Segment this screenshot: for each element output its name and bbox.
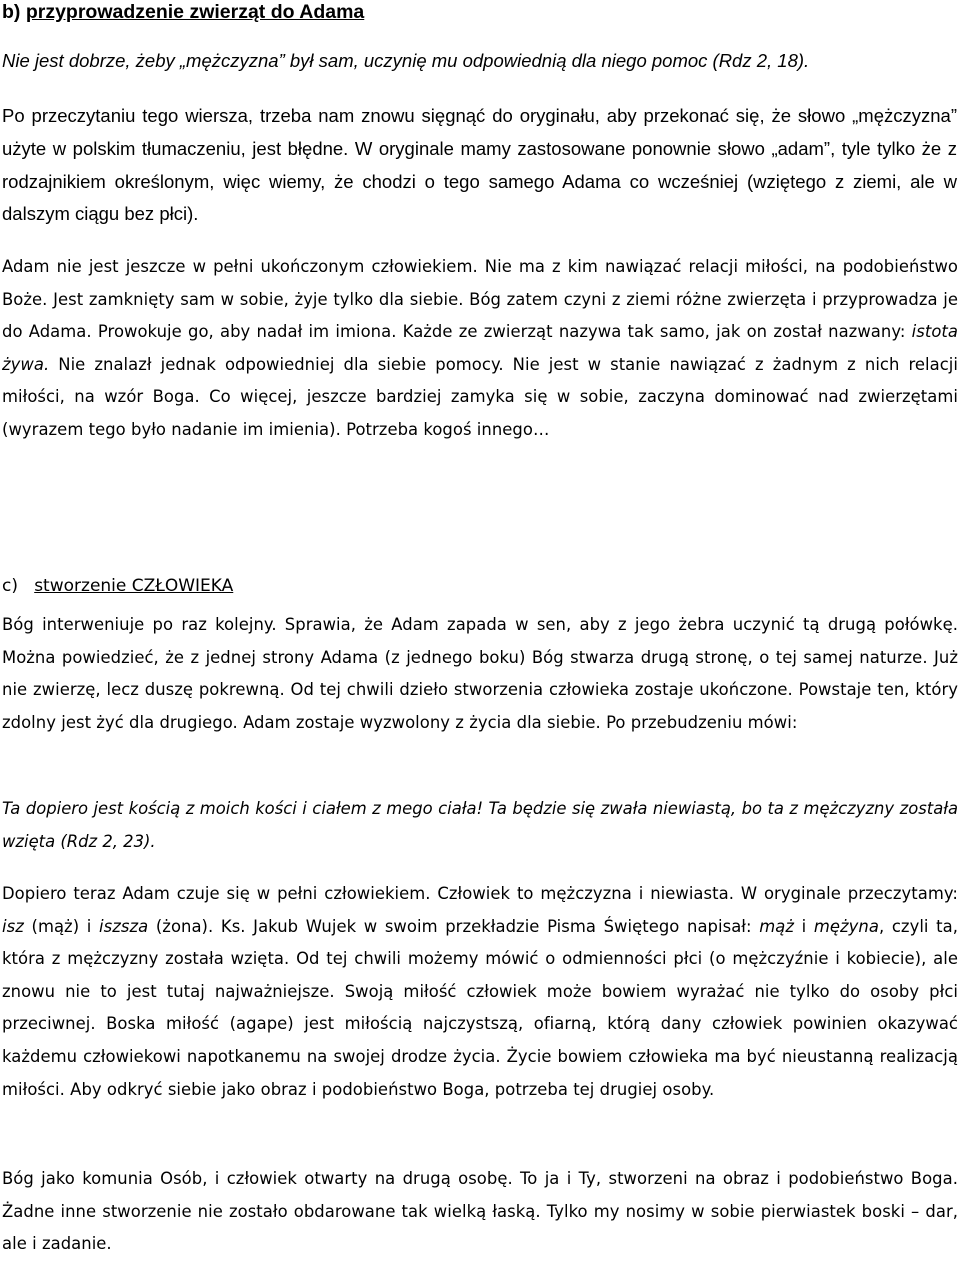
section-c-heading bbox=[2, 574, 233, 598]
section-b-heading bbox=[2, 0, 364, 24]
section-c-p2-maz: mąż bbox=[759, 916, 794, 936]
section-b-paragraph-2 bbox=[2, 251, 958, 447]
section-c-quote: Ta dopiero jest kością z moich kości i ciałem z mego ciała! Ta będzie się zwała niewiastą, bo ta z mężczyzny została wzięta (Rdz 2, 23). bbox=[2, 799, 958, 851]
section-b-title: przyprowadzenie zwierząt do Adama bbox=[25, 1, 365, 23]
section-c-label: c) bbox=[2, 576, 18, 597]
section-b-p2-text-b: Nie znalazł jednak odpowiedniej dla siebie pomocy. Nie jest w stanie nawiązać z żadnym z nich relacji miłości, na wzór Boga. Co więcej, jeszcze bardziej zamyka się w sobie, zaczyna dominować nad zwierzętami (wyrazem tego było nadanie im imienia). Potrzeba kogoś innego… bbox=[2, 354, 958, 439]
section-b-label: b) bbox=[2, 1, 21, 23]
section-c-p2-text-a: Dopiero teraz Adam czuje się w pełni człowiekiem. Człowiek to mężczyzna i niewiasta. W oryginale przeczytamy: bbox=[2, 884, 958, 903]
section-c-p2-text-b: (mąż) i bbox=[23, 916, 100, 936]
section-c-p2-iszsza: iszsza bbox=[99, 916, 149, 936]
section-c-p2-text-e: , czyli ta, która z mężczyzny została wzięta. Od tej chwili możemy mówić o odmienności płci (o mężczyźnie i kobiecie), ale znowu nie to jest tutaj najważniejsze. Swoją miłość człowiek może bowiem wyrażać nie tylko do osoby płci przeciwnej. Boska miłość (agape) jest miłością najczystszą, ofiarną, którą dany człowiek powinien okazywać każdemu człowiekowi napotkanemu na swojej drodze życia. Życie bowiem człowieka ma być nieustanną realizacją miłości. Aby odkryć siebie jako obraz i podobieństwo Boga, potrzeba tej drugiej osoby. bbox=[2, 916, 958, 1099]
section-b-p2-text-a: Adam nie jest jeszcze w pełni ukończonym człowiekiem. Nie ma z kim nawiązać relacji miłości, na podobieństwo Boże. Jest zamknięty sam w sobie, żyje tylko dla siebie. Bóg zatem czyni z ziemi różne zwierzęta i przyprowadza je do Adama. Prowokuje go, aby nadał im imiona. Każde ze zwierząt nazywa tak samo, jak on został nazwany: bbox=[2, 257, 958, 342]
section-b-paragraph-1: Po przeczytaniu tego wiersza, trzeba nam znowu sięgnąć do oryginału, aby przekonać się, że słowo „mężczyzna” użyte w polskim tłumaczeniu, jest błędne. W oryginale mamy zastosowane ponownie słowo „adam”, tyle tylko że z rodzajnikiem określonym, więc wiemy, że chodzi o tego samego Adama co wcześniej (wziętego z ziemi, ale w dalszym ciągu bez płci). bbox=[2, 105, 957, 225]
section-c-paragraph-3: Bóg jako komunia Osób, i człowiek otwarty na drugą osobę. To ja i Ty, stworzeni na obraz i podobieństwo Boga. Żadne inne stworzenie nie zostało obdarowane tak wielką łaską. Tylko my nosimy w sobie pierwiastek boski – dar, ale i zadanie. bbox=[2, 1169, 958, 1254]
section-c-p2-mezyna: mężyna bbox=[813, 916, 879, 936]
section-c-p2-isz: isz bbox=[2, 916, 24, 936]
section-b-quote: Nie jest dobrze, żeby „mężczyzna” był sam, uczynię mu odpowiednią dla niego pomoc (Rdz 2, 18). bbox=[2, 50, 810, 71]
section-b-p2-italic: istota żywa. bbox=[2, 322, 958, 374]
section-c-p2-text-d: i bbox=[793, 916, 814, 936]
section-c-title: stworzenie CZŁOWIEKA bbox=[34, 576, 234, 597]
section-c-paragraph-1: Bóg interweniuje po raz kolejny. Sprawia, że Adam zapada w sen, aby z jego żebra uczynić tą drugą połówkę. Można powiedzieć, że z jednej strony Adama (z jednego boku) Bóg stwarza drugą stronę, o tej samej naturze. Już nie zwierzę, lecz duszę pokrewną. Od tej chwili dzieło stworzenia człowieka zostaje ukończone. Powstaje ten, który zdolny jest żyć dla drugiego. Adam zostaje wyzwolony z życia dla siebie. Po przebudzeniu mówi: bbox=[2, 615, 958, 732]
section-c-p2-text-c: (żona). Ks. Jakub Wujek w swoim przekładzie Pisma Świętego napisał: bbox=[148, 916, 760, 936]
section-c-paragraph-2 bbox=[2, 878, 958, 1106]
